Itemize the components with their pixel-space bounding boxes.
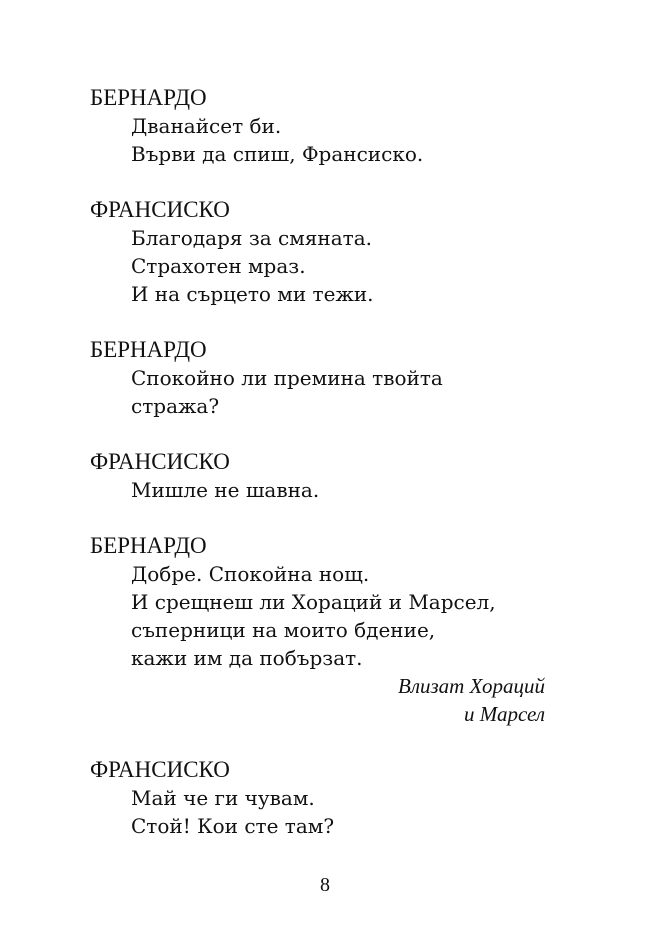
verse-line: стража?: [131, 394, 220, 418]
speaker-name: ФРАНСИСКО: [90, 197, 230, 222]
verse-line: Мишле не шавна.: [131, 478, 320, 502]
stage-direction-line: Влизат Хораций: [398, 674, 545, 698]
verse-line: Добре. Спокойна нощ.: [131, 562, 370, 586]
verse-line: Върви да спиш, Франсиско.: [131, 142, 424, 166]
stage-direction-line: и Марсел: [464, 702, 545, 726]
verse-line: Стой! Кои сте там?: [131, 814, 335, 838]
dialogue-block: [90, 756, 550, 840]
verse-line: Дванайсет би.: [131, 114, 282, 138]
dialogue-block: [90, 448, 550, 504]
verse-line: Май че ги чувам.: [131, 786, 315, 810]
verse-line: И срещнеш ли Хораций и Марсел,: [131, 590, 496, 614]
verse-line: И на сърцето ми тежи.: [131, 282, 374, 306]
dialogue-block: [90, 196, 550, 308]
verse-line: Благодаря за смяната.: [131, 226, 373, 250]
dialogue-block: [90, 532, 550, 672]
speaker-name: БЕРНАРДО: [90, 533, 207, 558]
dialogue-block: [90, 336, 550, 420]
verse-line: съперници на моито бдение,: [131, 618, 436, 642]
speaker-name: ФРАНСИСКО: [90, 449, 230, 474]
speaker-name: БЕРНАРДО: [90, 337, 207, 362]
speaker-name: ФРАНСИСКО: [90, 757, 230, 782]
dialogue-block: [90, 84, 550, 168]
verse-line: кажи им да побързат.: [131, 646, 363, 670]
verse-line: Страхотен мраз.: [131, 254, 306, 278]
page-number: 8: [320, 874, 330, 896]
verse-line: Спокойно ли премина твойта: [131, 366, 443, 390]
speaker-name: БЕРНАРДО: [90, 85, 207, 110]
stage-direction: [398, 672, 545, 728]
